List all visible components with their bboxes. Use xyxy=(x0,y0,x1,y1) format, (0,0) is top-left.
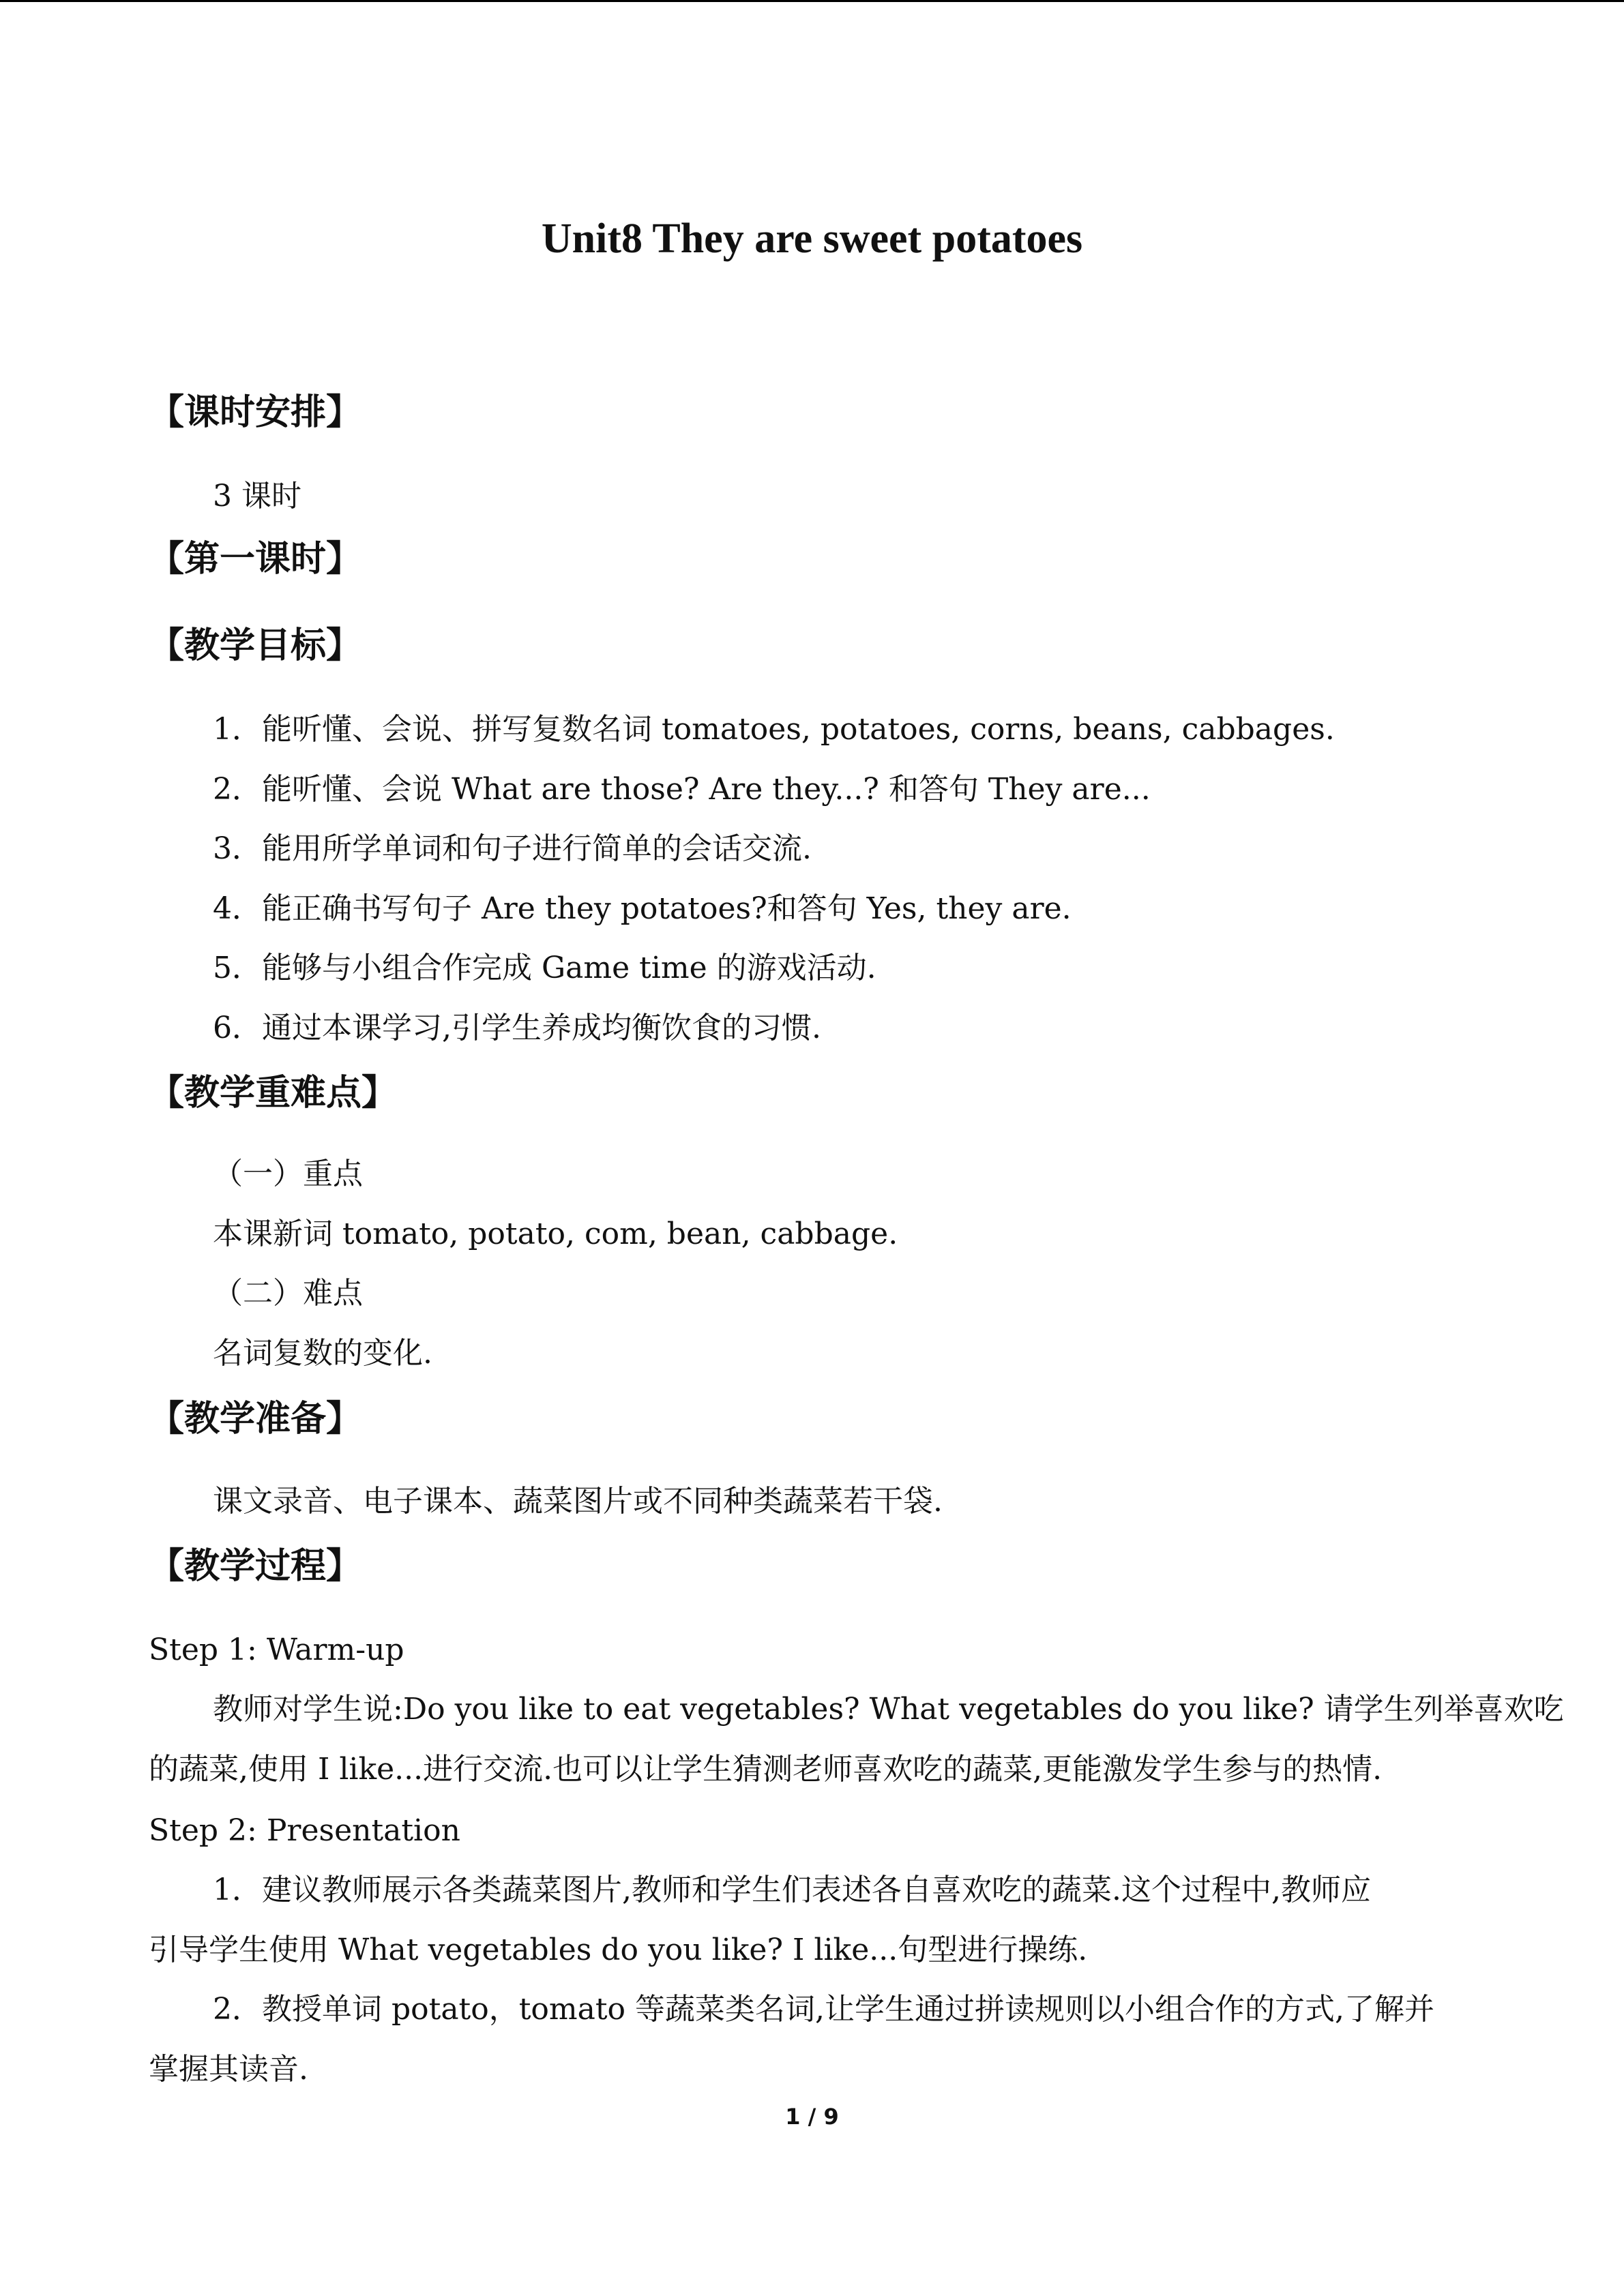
step2-title: Step 2: Presentation xyxy=(149,1813,460,1848)
focus-label: （一）重点 xyxy=(213,1157,363,1191)
section-heading-process: 【教学过程】 xyxy=(149,1546,362,1587)
objective-item: 3．能用所学单词和句子进行简单的会话交流. xyxy=(213,831,812,866)
step1-title: Step 1: Warm-up xyxy=(149,1632,404,1667)
schedule-value: 3 课时 xyxy=(213,479,301,513)
step1-paragraph-line: 教师对学生说:Do you like to eat vegetables? What vegetables do you like? 请学生列举喜欢吃 xyxy=(213,1692,1564,1727)
objective-item: 2．能听懂、会说 What are those? Are they...? 和答句 They are... xyxy=(213,772,1151,807)
document-title: Unit8 They are sweet potatoes xyxy=(541,215,1083,262)
difficulty-text: 名词复数的变化. xyxy=(213,1336,432,1371)
page-top-border xyxy=(0,0,1624,2)
objective-item: 1．能听懂、会说、拼写复数名词 tomatoes, potatoes, corns, beans, cabbages. xyxy=(213,712,1335,747)
section-heading-preparation: 【教学准备】 xyxy=(149,1399,362,1440)
focus-text: 本课新词 tomato, potato, com, bean, cabbage. xyxy=(213,1217,898,1251)
step2-item2-line: 2．教授单词 potato，tomato 等蔬菜类名词,让学生通过拼读规则以小组合作的方式,了解并 xyxy=(213,1992,1434,2027)
objective-item: 5．能够与小组合作完成 Game time 的游戏活动. xyxy=(213,951,876,985)
section-heading-first-lesson: 【第一课时】 xyxy=(149,539,362,580)
preparation-text: 课文录音、电子课本、蔬菜图片或不同种类蔬菜若干袋. xyxy=(213,1484,943,1519)
section-heading-key-points: 【教学重难点】 xyxy=(149,1073,398,1114)
step2-item1-line: 1．建议教师展示各类蔬菜图片,教师和学生们表述各自喜欢吃的蔬菜.这个过程中,教师应 xyxy=(213,1873,1371,1907)
step1-paragraph-line: 的蔬菜,使用 I like...进行交流.也可以让学生猜测老师喜欢吃的蔬菜,更能激发学生参与的热情. xyxy=(149,1752,1383,1787)
page-number: 1 / 9 xyxy=(785,2104,839,2130)
step2-item2-line: 掌握其读音. xyxy=(149,2052,308,2087)
step2-item1-line: 引导学生使用 What vegetables do you like? I like...句型进行操练. xyxy=(149,1933,1088,1967)
section-heading-objectives: 【教学目标】 xyxy=(149,625,362,666)
difficulty-label: （二）难点 xyxy=(213,1276,363,1311)
objective-item: 4．能正确书写句子 Are they potatoes?和答句 Yes, they are. xyxy=(213,891,1072,926)
section-heading-schedule: 【课时安排】 xyxy=(149,392,362,433)
objective-item: 6．通过本课学习,引学生养成均衡饮食的习惯. xyxy=(213,1011,821,1045)
